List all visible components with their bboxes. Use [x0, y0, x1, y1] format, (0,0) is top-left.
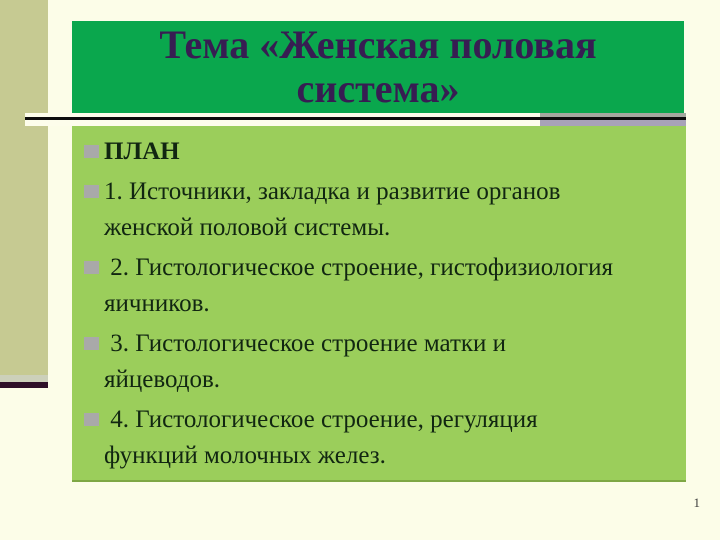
title-box: [72, 21, 684, 113]
bullet-square-icon: [84, 261, 99, 274]
bullet-square-icon: [84, 337, 99, 350]
plan-line: женской половой системы.: [104, 214, 391, 241]
plan-line: 3. Гистологическое строение матки и: [104, 330, 507, 357]
bullet-square-icon: [84, 145, 99, 158]
bullet-square-icon: [84, 185, 99, 198]
sidebar-end-line: [0, 382, 48, 388]
slide-title-line-1: Тема «Женская половая: [159, 22, 597, 67]
list-item-plan-header: [84, 134, 682, 170]
content-panel: [72, 126, 686, 482]
plan-line: 1. Источники, закладка и развитие органов: [104, 178, 561, 205]
page-number: 1: [693, 495, 700, 510]
plan-line: 2. Гистологическое строение, гистофизиология: [104, 254, 614, 281]
plan-list: [84, 134, 682, 474]
list-item-3: [84, 326, 682, 398]
bullet-square-icon: [84, 413, 99, 426]
sidebar-pale-band: [0, 375, 48, 382]
plan-line: 4. Гистологическое строение, регуляция: [104, 406, 538, 433]
plan-line: функций молочных желез.: [104, 442, 386, 469]
left-sidebar: [0, 0, 48, 375]
slide-title-line-2: система»: [296, 66, 460, 111]
list-item-4: [84, 402, 682, 474]
plan-line: яйцеводов.: [104, 366, 221, 393]
list-item-2: [84, 250, 682, 322]
plan-line: ПЛАН: [104, 138, 180, 165]
title-underline-line: [25, 117, 686, 120]
plan-line: яичников.: [104, 290, 210, 317]
list-item-1: [84, 174, 682, 246]
